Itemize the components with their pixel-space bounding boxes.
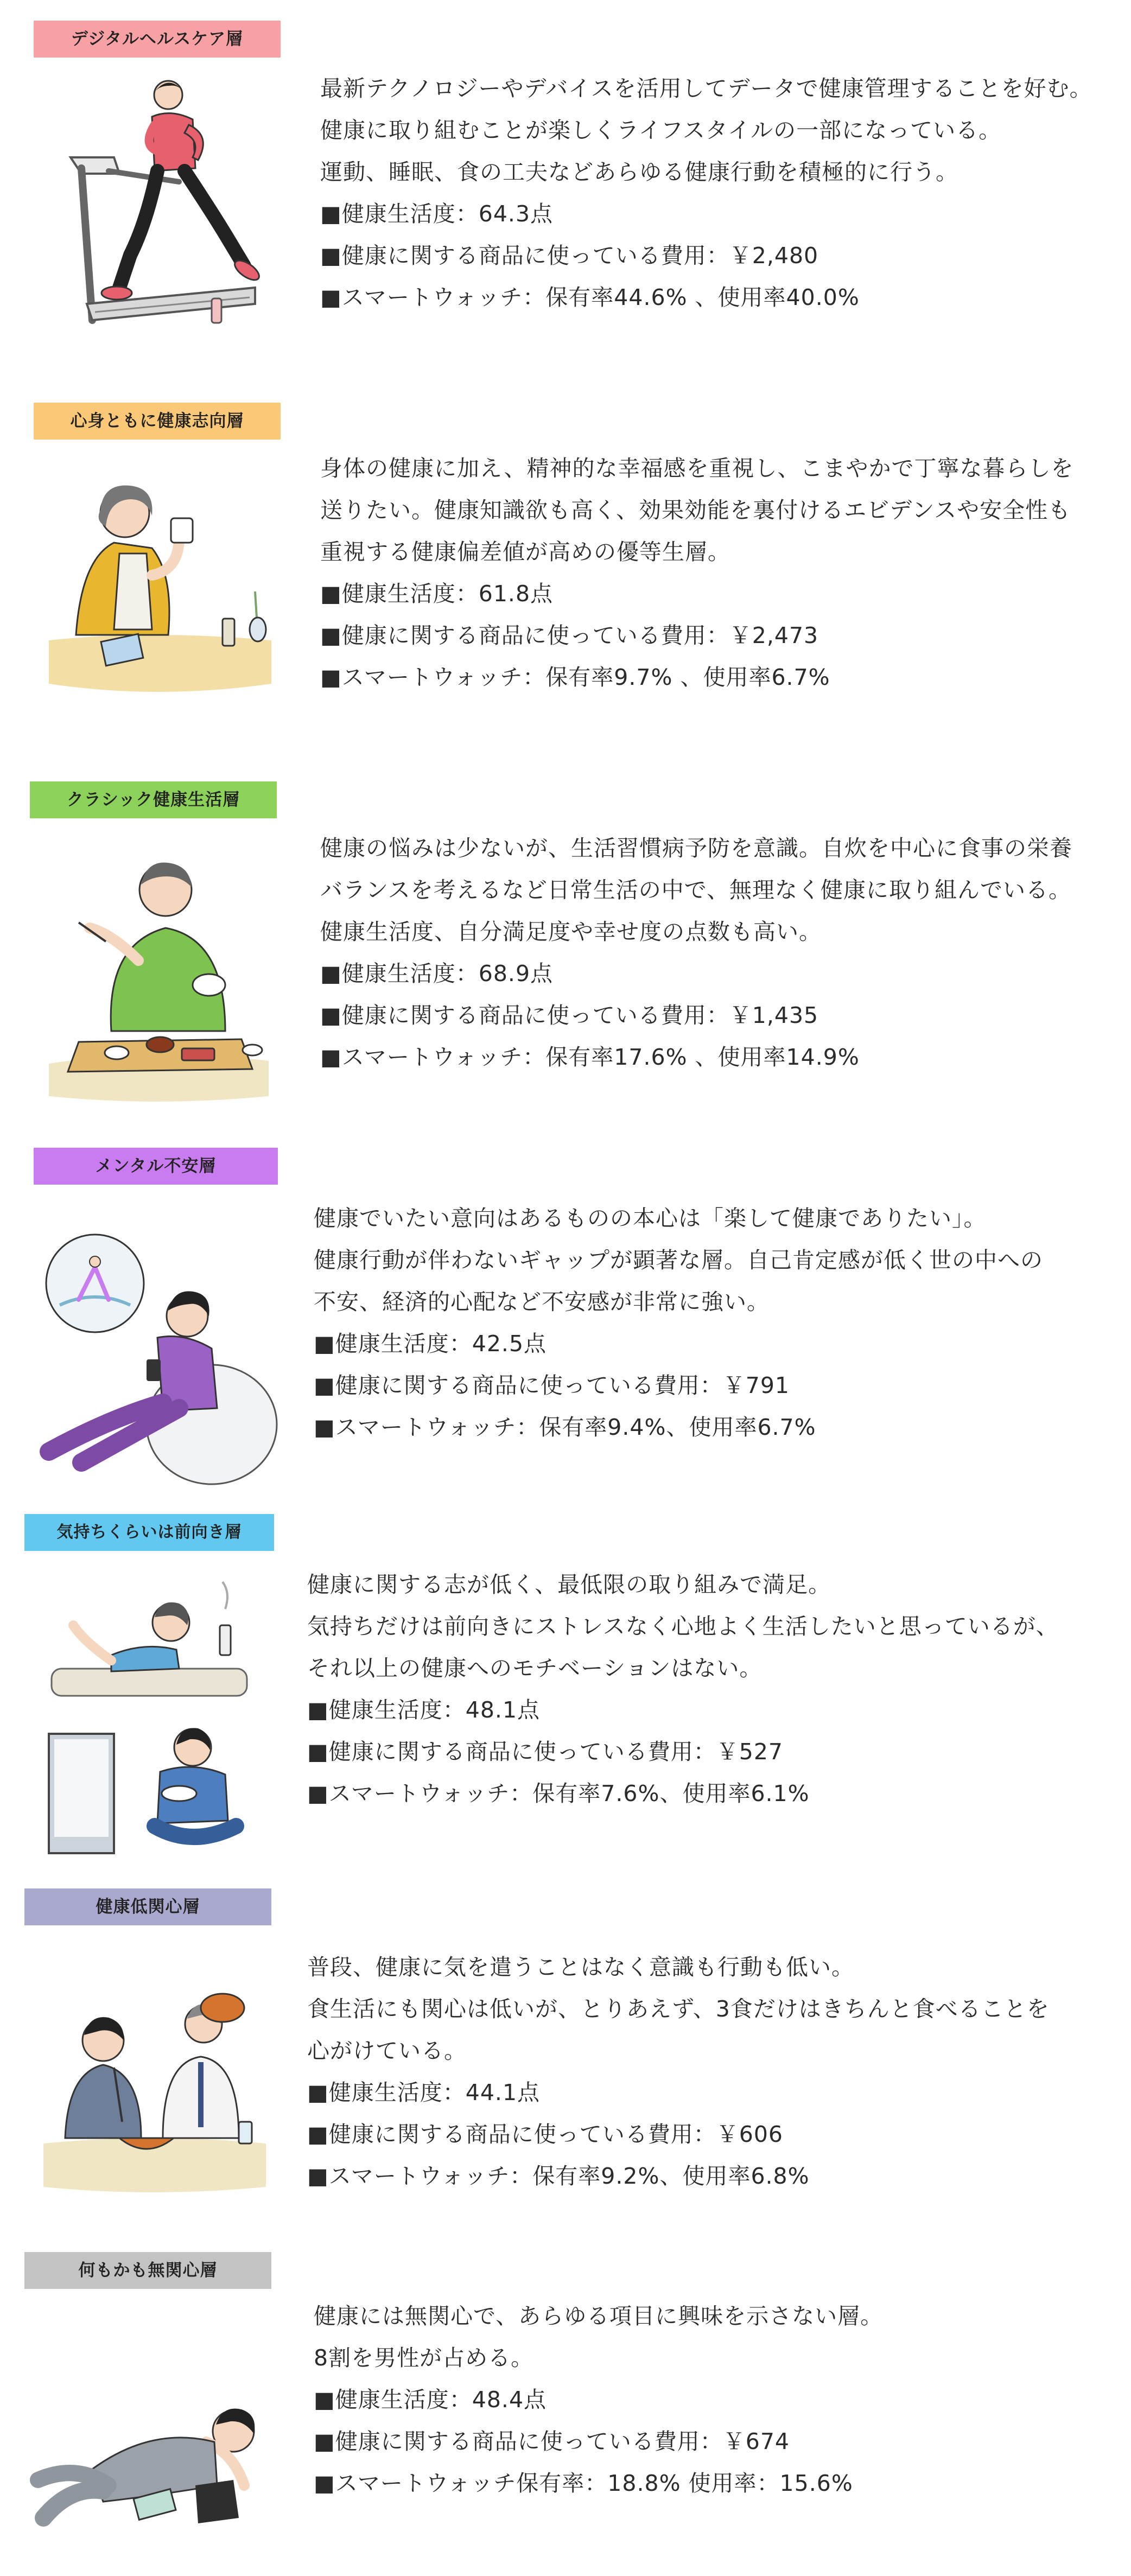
description-line: 心がけている。 [307, 2038, 467, 2064]
man-lying-illustration [27, 2361, 271, 2545]
health-score: ■健康生活度：64.3点 [320, 201, 554, 227]
health-spending: ■健康に関する商品に使っている費用：￥674 [314, 2428, 790, 2454]
description-line: 健康生活度、自分満足度や幸せ度の点数も高い。 [320, 919, 822, 945]
health-spending: ■健康に関する商品に使っている費用：￥1,435 [320, 1002, 819, 1028]
smartwatch-rates: ■スマートウォッチ：保有率9.7% 、使用率6.7% [320, 664, 830, 690]
segment-description [320, 828, 1072, 1078]
segment-mind-body-health [0, 380, 1131, 771]
health-spending: ■健康に関する商品に使っている費用：￥527 [307, 1739, 783, 1765]
woman-on-beanbag-illustration [38, 1224, 277, 1495]
health-score: ■健康生活度：48.4点 [314, 2387, 547, 2413]
description-line: 健康でいたい意向はあるものの本心は「楽して健康でありたい」。 [314, 1205, 987, 1231]
smartwatch-rates: ■スマートウォッチ：保有率7.6%、使用率6.1% [307, 1780, 810, 1807]
segment-tag: 何もかも無関心層 [24, 2252, 271, 2289]
men-eating-noodles-illustration [38, 1981, 271, 2225]
health-score: ■健康生活度：48.1点 [307, 1697, 541, 1723]
description-line: 運動、睡眠、食の工夫などあらゆる健康行動を積極的に行う。 [320, 159, 958, 185]
health-score: ■健康生活度：68.9点 [320, 961, 554, 987]
description-line: 送りたい。健康知識欲も高く、効果効能を裏付けるエビデンスや安全性も [320, 497, 1071, 523]
description-line: それ以上の健康へのモチベーションはない。 [307, 1655, 763, 1681]
smartwatch-rates: ■スマートウォッチ保有率：18.8% 使用率：15.6% [314, 2470, 853, 2496]
description-line: バランスを考えるなど日常生活の中で、無理なく健康に取り組んでいる。 [320, 877, 1071, 903]
segment-low-interest [0, 1888, 1131, 2252]
man-eating-illustration [46, 852, 274, 1107]
description-line: 健康の悩みは少ないが、生活習慣病予防を意識。自炊を中心に食事の栄養 [320, 835, 1072, 861]
segment-tag: デジタルヘルスケア層 [34, 21, 281, 58]
segment-description [307, 1564, 1059, 1815]
smartwatch-rates: ■スマートウォッチ：保有率44.6% 、使用率40.0% [320, 284, 860, 310]
segment-description [320, 68, 1092, 319]
segment-description [320, 448, 1073, 698]
treadmill-runner-illustration [49, 65, 266, 336]
description-line: 重視する健康偏差値が高めの優等生層。 [320, 539, 730, 565]
health-spending: ■健康に関する商品に使っている費用：￥2,473 [320, 622, 819, 648]
smartwatch-rates: ■スマートウォッチ：保有率9.4%、使用率6.7% [314, 1414, 816, 1440]
segment-classic-health-life [0, 771, 1131, 1145]
description-line: 8割を男性が占める。 [314, 2345, 534, 2371]
segment-tag: クラシック健康生活層 [30, 781, 277, 818]
health-score: ■健康生活度：44.1点 [307, 2079, 541, 2106]
lounging-and-tv-illustration [46, 1560, 263, 1864]
smartwatch-rates: ■スマートウォッチ：保有率9.2%、使用率6.8% [307, 2163, 810, 2189]
description-line: 健康には無関心で、あらゆる項目に興味を示さない層。 [314, 2303, 884, 2329]
segment-description [307, 1947, 1050, 2197]
description-line: 食生活にも関心は低いが、とりあえず、3食だけはきちんと食べることを [307, 1996, 1050, 2022]
segment-tag: 健康低関心層 [24, 1888, 271, 1925]
description-line: 気持ちだけは前向きにストレスなく心地よく生活したいと思っているが、 [307, 1613, 1059, 1639]
health-spending: ■健康に関する商品に使っている費用：￥606 [307, 2121, 783, 2147]
health-score: ■健康生活度：61.8点 [320, 581, 554, 607]
description-line: 普段、健康に気を遣うことはなく意識も行動も低い。 [307, 1954, 854, 1980]
segment-digital-healthcare [0, 0, 1131, 380]
description-line: 最新テクノロジーやデバイスを活用してデータで健康管理することを好む。 [320, 75, 1092, 101]
segment-description [314, 1198, 1043, 1448]
segment-tag: メンタル不安層 [34, 1148, 278, 1185]
description-line: 健康に取り組むことが楽しくライフスタイルの一部になっている。 [320, 117, 1002, 143]
segment-mental-anxiety [0, 1145, 1131, 1514]
health-spending: ■健康に関する商品に使っている費用：￥2,480 [320, 243, 819, 269]
description-line: 身体の健康に加え、精神的な幸福感を重視し、こまやかで丁寧な暮らしを [320, 455, 1074, 481]
segment-tag: 心身ともに健康志向層 [34, 403, 281, 440]
segment-tag: 気持ちくらいは前向き層 [24, 1514, 274, 1551]
description-line: 健康行動が伴わないギャップが顕著な層。自己肯定感が低く世の中への [314, 1247, 1043, 1273]
segment-description [314, 2295, 883, 2504]
segment-indifferent [0, 2252, 1131, 2576]
health-spending: ■健康に関する商品に使っている費用：￥791 [314, 1372, 790, 1398]
woman-with-cup-illustration [43, 467, 277, 711]
smartwatch-rates: ■スマートウォッチ：保有率17.6% 、使用率14.9% [320, 1044, 860, 1070]
description-line: 健康に関する志が低く、最低限の取り組みで満足。 [307, 1572, 831, 1598]
segment-positive-mindset [0, 1514, 1131, 1888]
health-score: ■健康生活度：42.5点 [314, 1331, 547, 1357]
description-line: 不安、経済的心配など不安感が非常に強い。 [314, 1289, 770, 1315]
